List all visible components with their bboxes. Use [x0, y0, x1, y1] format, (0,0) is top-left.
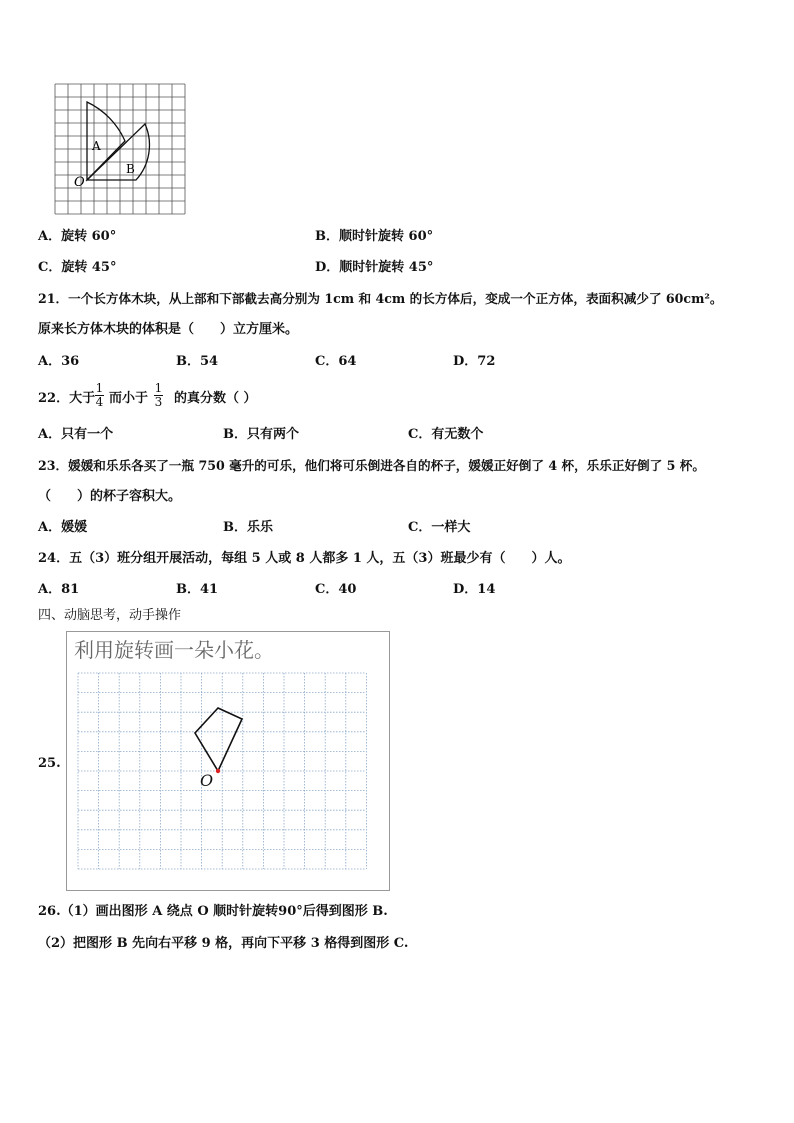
option-text: 81 — [61, 582, 80, 597]
q21-option-c[interactable] — [315, 354, 356, 370]
q24-option-c[interactable] — [315, 582, 356, 598]
q26-part2: （2）把图形 B 先向右平移 9 格，再向下平移 3 格得到图形 C. — [38, 936, 409, 951]
option-text: 顺时针旋转 45° — [339, 260, 434, 275]
q22-fraction-upper — [154, 382, 163, 409]
option-text: 一样大 — [431, 520, 471, 535]
option-key: D． — [453, 582, 478, 597]
q20-option-d[interactable] — [315, 260, 433, 276]
option-text: 媛媛 — [61, 520, 88, 535]
q20-option-c[interactable] — [38, 260, 116, 276]
option-key: D． — [315, 260, 340, 275]
option-text: 72 — [477, 354, 496, 369]
option-key: B． — [176, 582, 200, 597]
q22-prefix: 22．大于 — [38, 391, 96, 406]
option-text: 41 — [200, 582, 219, 597]
option-key: B． — [223, 520, 247, 535]
option-key: B． — [315, 229, 339, 244]
option-key: C． — [315, 582, 339, 597]
q23-option-b[interactable] — [223, 520, 273, 536]
figure-title: 利用旋转画一朵小花。 — [74, 638, 274, 662]
fraction-denominator: 3 — [154, 395, 163, 409]
option-text: 64 — [338, 354, 357, 369]
q23-stem-line2: （ ）的杯子容积大。 — [38, 489, 182, 504]
label-a: A — [92, 139, 101, 153]
option-text: 旋转 60° — [61, 229, 117, 244]
q21-option-a[interactable] — [38, 354, 79, 370]
label-o: O — [200, 771, 214, 790]
q22-option-c[interactable] — [408, 427, 483, 443]
option-text: 54 — [200, 354, 219, 369]
option-key: A． — [38, 582, 62, 597]
q24-option-d[interactable] — [453, 582, 495, 598]
option-key: B． — [223, 427, 247, 442]
q21-option-b[interactable] — [176, 354, 218, 370]
q21-stem-line1: 21．一个长方体木块，从上部和下部截去高分别为 1cm 和 4cm 的长方体后，变成一个正方体，表面积减少了 60cm²。 — [38, 291, 723, 306]
option-key: B． — [176, 354, 200, 369]
q22-option-b[interactable] — [223, 427, 299, 443]
rotation-grid-figure — [50, 84, 190, 218]
q20-option-a[interactable] — [38, 229, 116, 245]
q22-fraction-lower — [95, 382, 104, 409]
label-b: B — [126, 162, 135, 176]
option-text: 顺时针旋转 60° — [339, 229, 434, 244]
section-heading: 四、动脑思考，动手操作 — [38, 608, 182, 623]
option-key: C． — [315, 354, 339, 369]
q23-stem-line1: 23．媛媛和乐乐各买了一瓶 750 毫升的可乐，他们将可乐倒进各自的杯子，媛媛正好倒了 4 杯，乐乐正好倒了 5 杯。 — [38, 458, 705, 473]
option-text: 只有两个 — [247, 427, 300, 442]
figure-border — [67, 632, 390, 891]
label-o: O — [74, 175, 85, 190]
fraction-numerator: 1 — [95, 381, 104, 395]
q24-stem: 24．五（3）班分组开展活动，每组 5 人或 8 人都多 1 人，五（3）班最少有（ ）人。 — [38, 551, 571, 566]
q22-stem — [38, 382, 338, 416]
option-text: 旋转 45° — [61, 260, 117, 275]
option-key: A． — [38, 354, 62, 369]
option-text: 36 — [61, 354, 80, 369]
q21-option-d[interactable] — [453, 354, 495, 370]
center-point-o — [216, 769, 220, 773]
option-text: 乐乐 — [247, 520, 274, 535]
option-text: 有无数个 — [431, 427, 484, 442]
q20-option-b[interactable] — [315, 229, 433, 245]
option-key: A． — [38, 520, 62, 535]
q23-option-a[interactable] — [38, 520, 87, 536]
q24-option-b[interactable] — [176, 582, 218, 598]
option-key: A． — [38, 229, 62, 244]
option-key: C． — [408, 520, 432, 535]
option-text: 14 — [477, 582, 496, 597]
q24-option-a[interactable] — [38, 582, 79, 598]
option-text: 40 — [338, 582, 357, 597]
option-key: C． — [38, 260, 62, 275]
fraction-denominator: 4 — [95, 395, 104, 409]
q26-part1: 26.（1）画出图形 A 绕点 O 顺时针旋转90°后得到图形 B. — [38, 904, 388, 919]
option-text: 只有一个 — [61, 427, 114, 442]
option-key: C． — [408, 427, 432, 442]
q23-option-c[interactable] — [408, 520, 470, 536]
q21-stem-line2: 原来长方体木块的体积是（ ）立方厘米。 — [38, 322, 299, 337]
q22-mid: 而小于 — [109, 391, 149, 406]
fraction-numerator: 1 — [154, 381, 163, 395]
q25-number: 25. — [38, 756, 61, 771]
q22-option-a[interactable] — [38, 427, 113, 443]
option-key: A． — [38, 427, 62, 442]
flower-rotation-figure — [66, 631, 391, 891]
option-key: D． — [453, 354, 478, 369]
q22-suffix: 的真分数（ ） — [174, 391, 257, 406]
